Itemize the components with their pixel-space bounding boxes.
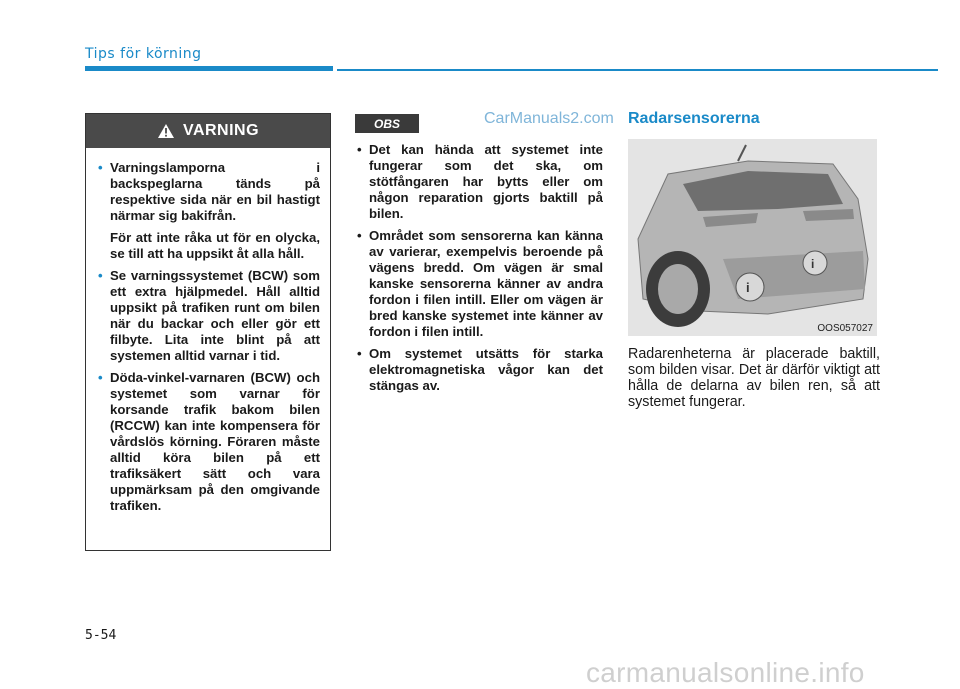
bullet-icon: •	[357, 346, 362, 361]
watermark: CarManuals2.com	[484, 110, 614, 127]
warning-item	[100, 370, 320, 514]
warning-title: VARNING	[182, 122, 260, 139]
obs-list	[355, 142, 603, 400]
warning-item-text: Döda-vinkel-varnaren (BCW) och systemet som varnar för korsande trafik bakom bilen (RCCW) kan inte kompensera för vårdslös körning. Föraren måste alltid köra bilen på ett trafiksäkert sätt och vara uppmärksam på den omgivande trafiken.	[110, 370, 320, 513]
bullet-icon: •	[357, 228, 362, 243]
bullet-icon: •	[98, 370, 103, 385]
obs-badge: OBS	[355, 114, 419, 133]
obs-item	[355, 228, 603, 340]
bullet-icon: •	[98, 268, 103, 283]
obs-item-text: Området som sensorerna kan känna av varierar, exempelvis beroende på vägens bredd. Om vägen är smal kanske sensorerna känner av andra fordon i filen intill. Eller om vägen är bred kanske systemet inte känner av fordon i filen intill.	[369, 228, 603, 339]
obs-item-text: Om systemet utsätts för starka elektromagnetiska vågor kan det stängas av.	[369, 346, 603, 393]
warning-body	[86, 148, 330, 514]
radar-illustration	[628, 139, 877, 336]
image-code: OOS057027	[817, 323, 873, 334]
warning-item	[100, 268, 320, 364]
warning-header	[86, 114, 330, 148]
svg-text:i: i	[811, 257, 815, 271]
svg-text:i: i	[746, 280, 750, 295]
warning-item	[100, 160, 320, 224]
car-rear-illustration	[628, 139, 877, 336]
page-number: 5-54	[85, 628, 117, 643]
warning-box	[85, 113, 331, 551]
header-rule-thin	[337, 69, 938, 71]
header-rule-thick	[85, 66, 333, 71]
warning-triangle-icon	[157, 123, 175, 139]
warning-item-sub: För att inte råka ut för en olycka, se till att ha uppsikt åt alla håll.	[110, 230, 320, 261]
obs-item	[355, 142, 603, 222]
radar-heading: Radarsensorerna	[628, 110, 760, 127]
section-title: Tips för körning	[85, 46, 202, 62]
obs-item-text: Det kan hända att systemet inte fungerar som det ska, om stötfångaren har bytts eller om någon reparation gjorts baktill på bilen.	[369, 142, 603, 221]
footer-watermark: carmanualsonline.info	[586, 657, 865, 688]
bullet-icon: •	[357, 142, 362, 157]
warning-item-text: Se varningssystemet (BCW) som ett extra hjälpmedel. Håll alltid uppsikt på trafiken runt om bilen när du backar och eller gör ett filbyte. Lita inte blint på att systemen alltid varnar i tid.	[110, 268, 320, 363]
obs-item	[355, 346, 603, 394]
bullet-icon: •	[98, 160, 103, 175]
warning-item-text: Varningslamporna i backspeglarna tänds på respektive sida när en bil hastigt närmar sig bakifrån.	[110, 160, 320, 223]
radar-body-text: Radarenheterna är placerade baktill, som bilden visar. Det är därför viktigt att hålla de delarna av bilen ren, så att systemet fungerar.	[628, 346, 880, 410]
